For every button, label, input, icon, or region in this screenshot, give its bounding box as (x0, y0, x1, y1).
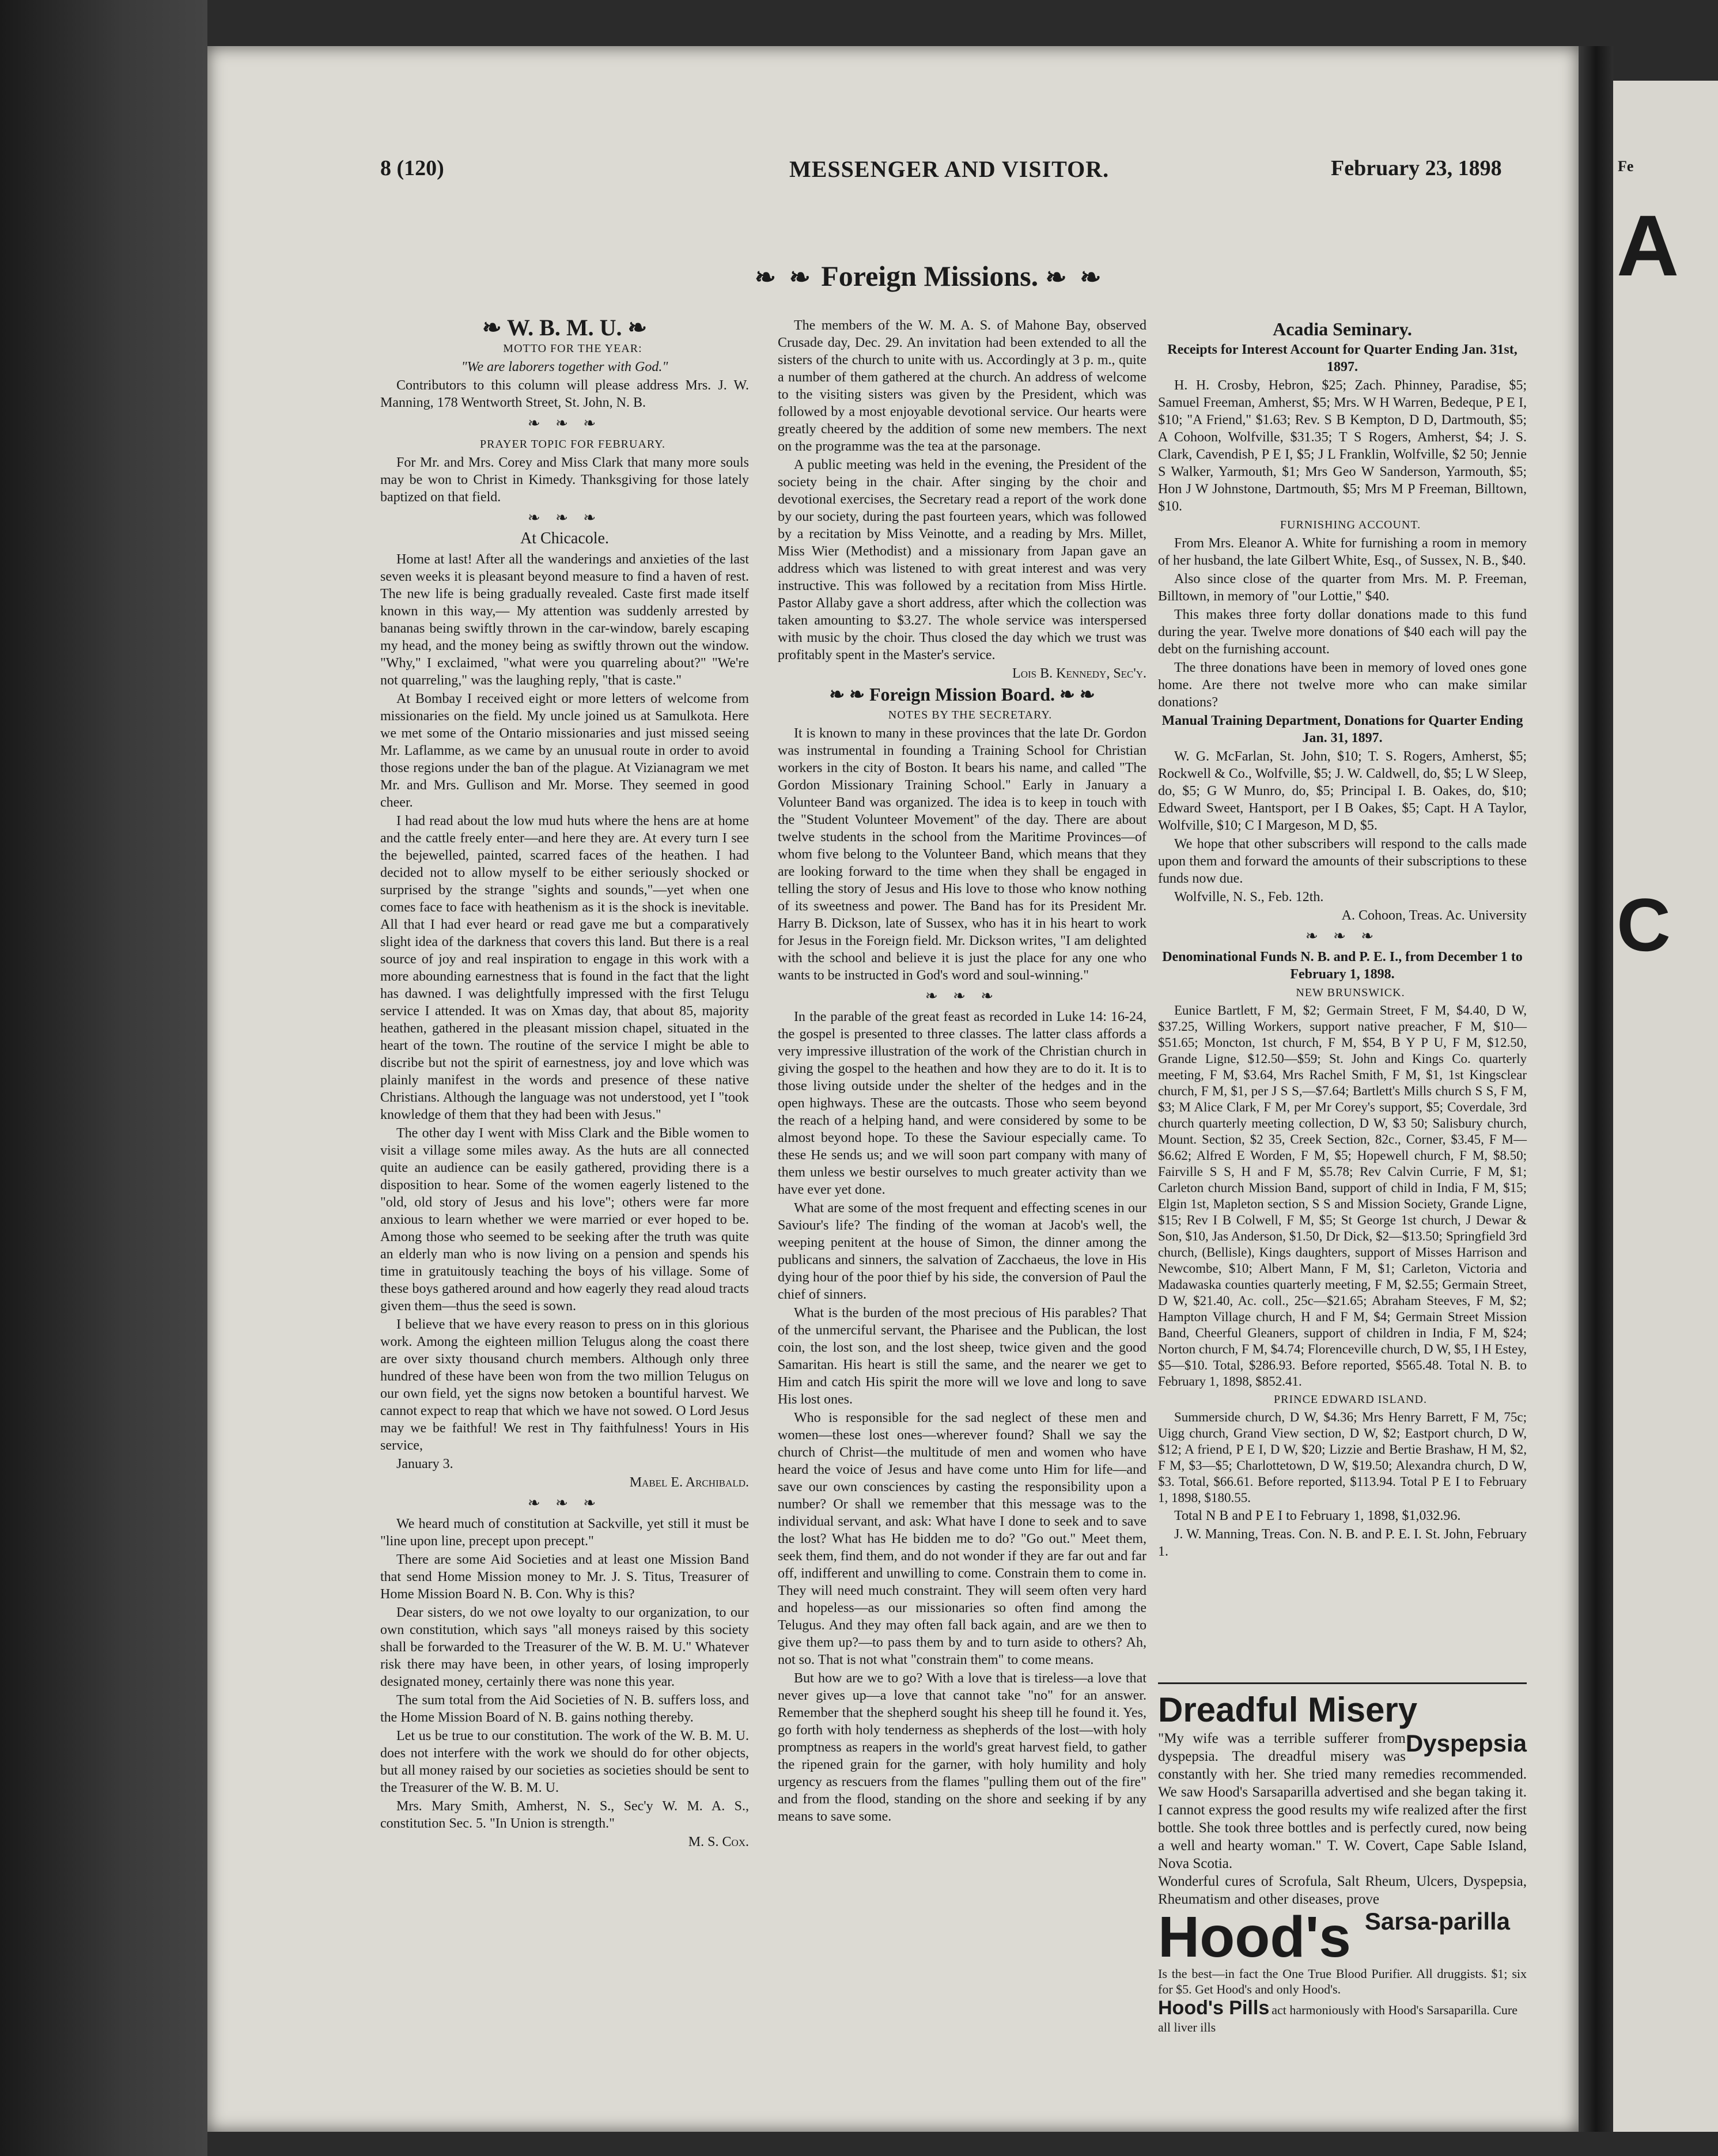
paragraph: Dear sisters, do we not owe loyalty to our organization, to our own constitution, which says "all moneys raised by this society shall be forwarded to the Treasurer of the W. B. M. U." Whatever risk there may have been, in other years, of losing improperly designated money, certainly there was none this year. (380, 1605, 749, 1689)
ad-pills-line (1158, 1997, 1527, 2035)
ad-title: Dreadful Misery (1158, 1690, 1418, 1729)
receipts-heading: Receipts for Interest Account for Quarter Ending Jan. 31st, 1897. (1167, 342, 1518, 375)
paragraph: In the parable of the great feast as recorded in Luke 14: 16-24, the gospel is presented to three classes. The latter class affords a very impressive illustration of the work of the Christian church in giving the gospel to the heathen and how they are to do it. It is to those living outside under the shelter of the hedges and in the open highways. These are the outcasts. Those who seem beyond the reach of a helping hand, and were considered by some to be almost beyond hope. To these the Saviour especially came. To these He sends us; and we will soon part company with many of them unless we bestir ourselves to much greater activity than we have ever yet done. (778, 1009, 1146, 1197)
grand-total: Total N B and P E I to February 1, 1898, $1,032.96. (1174, 1508, 1461, 1523)
paragraph: Who is responsible for the sad neglect of these men and women—these lost ones—wherever found? Shall we say the church of Christ—the multitude of men and women who have heard the voice of Jesus and have come unto Him for life—and save our own consciences by casting the responsibility upon a number? Or shall we remember that this message was to the individual servant, and ask: What have I done to seek and to save the lost? What has He bidden me to do? "Go out." Meet them, seek them, find them, and do not wonder if they are far out and far off, indifferent and unwilling to come. Constrain them to come in. They will need much constraint. They will seem often very hard and hopeless—as our missionaries so often find among the Telugus. And they may often fall back again, and are we then to give them up?—to pass them by and to turn aside to others? Ah, not so. That is not what "constrain them" to come means. (778, 1410, 1146, 1667)
paragraph: From Mrs. Eleanor A. White for furnishing a room in memory of her husband, the late Gilbert White, Esq., of Sussex, N. B., $40. (1158, 536, 1527, 568)
section-title: Foreign Missions. (821, 260, 1039, 292)
new-brunswick-list: Eunice Bartlett, F M, $2; Germain Street, F M, $4.40, D W, $37.25, Willing Workers, support native preacher, F M, $10—$51.65; Moncton, 1st church, F M, $54, B Y P U, F M, $12.50, Grande Ligne, $12.50—$59; St. John and Kings Co. quarterly meeting, F M, $3.64, Mrs Rachel Smith, F M, $1, 1st Kingsclear church, F M, $1, per J S S,—$7.64; Bartlett's Mills church S S, F M, $3; M Alice Clark, F M, per Mr Corey's support, $5; Coverdale, 3rd church quarterly meeting collection, D W, $3 50; Salisbury church, Mount. Section, $2 35, Creek Section, 82c., Corner, $3.45, F M—$6.62; Alfred E Worden, F M, $5; Hopewell church, F M, $8.50; Fairville S S, H and F M, $5.78; Rev Calvin Currie, F M, $1; Carleton church Mission Band, support of child in India, F M, $15; Elgin 1st, Mapleton section, S S and Mission Society, Grande Ligne, $15; Rev I B Colwell, F M, $5; St George 1st church, J Dewar & Son, $10, Jas Anderson, $1.50, Dr Dick, $2—$13.50; Springfield 3rd church, (Bellisle), Kings daughters, support of Misses Harrison and Newcombe, $10; Albert Mann, F M, $1; Carleton, Victoria and Madawaska counties quarterly meeting, F M, $2.55; Germain Street, D W, $21.40, Ac. coll., 25c—$21.65; Abraham Steeves, F M, $2; Hampton Village church, H and F M, $4; Germain Street Mission Band, Cheerful Gleaners, support of children in India, F M, $24; Norton church, F M, $4.74; Florenceville church, D W, $5, I H Estey, $5—$10. Total, $286.93. Before reported, $565.48. Total N. B. to February 1, 1898, $852.41. (1158, 1003, 1527, 1389)
treasurer-signature: J. W. Manning, Treas. Con. N. B. and P. E. I. St. John, February 1. (1158, 1527, 1527, 1559)
adjacent-big-letter: A (1617, 197, 1679, 294)
paragraph: We hope that other subscribers will respond to the calls made upon them and forward the amounts of their subscriptions to these funds now due. (1158, 837, 1527, 886)
signature: A. Cohoon, Treas. Ac. University (1341, 908, 1527, 923)
ad-subtitle: Dyspepsia (1405, 1730, 1527, 1757)
pei-list: Summerside church, D W, $4.36; Mrs Henry Barrett, F M, 75c; Uigg church, Grand View section, D W, $2; Eastport church, D W, $12; A friend, P E I, D W, $20; Lizzie and Bertie Brashaw, H M, $2, F M, $3—$5; Charlottetown, D W, $19.50; Alexandra church, D W, $3. Total, $66.61. Before reported, $113.94. Total P E I to February 1, 1898, $180.55. (1158, 1410, 1527, 1505)
publication-title: MESSENGER AND VISITOR. (789, 156, 1110, 182)
paragraph: What are some of the most frequent and effecting scenes in our Saviour's life? The finding of the woman at Jacob's well, the weeping penitent at the house of Simon, the dinner among the publicans and sinners, the salvation of Zacchaeus, the love in His dying hour of the poor thief by his side, the conversion of Paul the chief of sinners. (778, 1201, 1146, 1302)
book-binding (1579, 46, 1613, 2132)
paragraph: The members of the W. M. A. S. of Mahone Bay, observed Crusade day, Dec. 29. An invitation had been extended to all the sisters of the church to unite with us. Accordingly at 3 p. m., quite a number of them gathered at the church. An address of welcome to the visiting sisters was given by the President, which was followed by a most enjoyable devotional service. Our hearts were greatly cheered by the addition of some new members. The next on the programme was the tea at the parsonage. (778, 318, 1146, 454)
paragraph: There are some Aid Societies and at least one Mission Band that send Home Mission money to Mr. J. S. Titus, Treasurer of Home Mission Board N. B. Con. Why is this? (380, 1552, 749, 1602)
fleuron-icon: ❧ ❧ (1055, 684, 1095, 705)
ad-claims: Wonderful cures of Scrofula, Salt Rheum, Ulcers, Dyspepsia, Rheumatism and other diseases, prove (1158, 1874, 1527, 1907)
adjacent-header-fragment: Fe (1618, 158, 1634, 175)
letter-date: January 3. (396, 1457, 453, 1472)
adjacent-big-letter: C (1617, 883, 1671, 967)
column-acadia (1158, 317, 1527, 1561)
column-wbmu (380, 317, 749, 1852)
page-number: 8 (120) (380, 156, 444, 180)
paragraph: At Bombay I received eight or more letters of welcome from missionaries on the field. My uncle joined us at Samulkota. Here we met some of the Ontario missionaries and just missed seeing Mr. Laflamme, as we came by an unusual route in order to avoid those regions under the ban of the plague. At Vizianagram we met Mr. and Mrs. Gullison and Mr. Morse. They seemed in good cheer. (380, 691, 749, 810)
receipts-list: H. H. Crosby, Hebron, $25; Zach. Phinney, Paradise, $5; Samuel Freeman, Amherst, $5; Mrs. W H Warren, Bedeque, P E I, $10; "A Friend," $1.63; Rev. S B Kempton, D D, Dartmouth, $5; A Cohoon, Wolfville, $31.35; T S Rogers, Amherst, $4; J. S. Clark, Cavendish, P E I, $5; J L Franklin, Wolfville, $2 50; Jennie S Walker, Yarmouth, $1; Mrs Geo W Sanderson, Yarmouth, $5; Hon J W Johnstone, Dartmouth, $5; Mrs M P Freeman, Billtown, $10. (1158, 378, 1527, 514)
motto-label: MOTTO FOR THE YEAR: (503, 342, 642, 355)
acadia-heading: Acadia Seminary. (1273, 319, 1412, 339)
paragraph: The other day I went with Miss Clark and the Bible women to visit a village some miles away. As the huts are all connected quite an audience can be easily gathered, providing there is a disposition to hear. Some of the women eagerly listened to the "old, old story of Jesus and his love"; others were far more anxious to learn whether we were married or ever hoped to be. Among those who seemed to be seeking after the truth was quite an elderly man who is now living on a pension and spends his time in gratuitously teaching the boys of his village. Some of these boys gathered around and how eagerly they read aloud tracts given them—thus the seed is sown. (380, 1126, 749, 1314)
chicacole-heading: At Chicacole. (520, 529, 609, 547)
page-header (207, 156, 1579, 190)
paragraph: Home at last! After all the wanderings and anxieties of the last seven weeks it is pleasant beyond measure to find a haven of rest. The new life is being gradually revealed. Caste first made itself known in this way,— My attention was suddenly arrested by bananas being swiftly thrown in the car-window, barely escaping my head, and the money being as swiftly thrown out the window. "Why," I exclaimed, "what were you quarreling about?" "We're not quarreling," was the laughing reply, "that is caste." (380, 552, 749, 688)
separator-icon: ❧ ❧ ❧ (1305, 928, 1380, 944)
hoods-advertisement (1158, 1682, 1527, 2035)
ad-pills-text: act harmoniously with Hood's Sarsaparilla. Cure all liver ills (1158, 2003, 1518, 2034)
board-subheading: NOTES BY THE SECRETARY. (888, 709, 1053, 721)
pei-heading: PRINCE EDWARD ISLAND. (1274, 1393, 1427, 1406)
denominational-funds-heading: Denominational Funds N. B. and P. E. I., from December 1 to February 1, 1898. (1162, 950, 1523, 982)
paragraph: I had read about the low mud huts where the hens are at home and the cattle freely enter—and here they are. At every turn I see the bejewelled, painted, scarred faces of the heathen. I had decided not to allow myself to be either seriously shocked or surprised by the strange "sights and sounds,"—yet when one comes face to face with heathenism as it is the shock is inevitable. All that I had ever heard or read gave me but a comparatively slight idea of the darkness that covers this land. But there is a real source of joy and real inspiration to engage in this work with a more abounding earnestness that is found in the fact that the light has dawned. I was delightfully impressed with the first Telugu service I attended. It was on Xmas day, that about 85, majority heathen, gathered in the pleasant mission chapel, situated in the heart of the town. The routine of the service I might be able to discribe but not the spirit of earnestness, joy and love which was plainly manifest in the words and presence of these native Christians. Although the language was not understood, yet I "took knowledge of them that they had been with Jesus." (380, 814, 749, 1122)
ad-brand: Hood's (1158, 1905, 1351, 1969)
dark-background-left (0, 0, 207, 2156)
separator-icon: ❧ ❧ ❧ (527, 509, 602, 526)
issue-date: February 23, 1898 (1331, 156, 1502, 180)
paragraph: Let us be true to our constitution. The work of the W. B. M. U. does not interfere with the work we should do for other objects, but all money raised by our societies as societies should be sent to the Treasurer of the W. B. M. U. (380, 1728, 749, 1795)
ad-testimonial: "My wife was a terrible sufferer from dyspepsia. The dreadful misery was constantly with her. She tried many remedies recommended. We saw Hood's Sarsaparilla advertised and she began taking it. I cannot express the good results my wife realized after the first bottle. She took three bottles and is perfectly cured, now being a well and hearty woman." T. W. Covert, Cape Sable Island, Nova Scotia. (1158, 1731, 1527, 1871)
paragraph: We heard much of constitution at Sackville, yet still it must be "line upon line, precept upon precept." (380, 1516, 749, 1549)
newspaper-page (207, 46, 1579, 2132)
signature: Lois B. Kennedy, Sec'y. (1012, 666, 1146, 681)
section-title-block (755, 259, 1104, 293)
manual-training-list: W. G. McFarlan, St. John, $10; T. S. Rogers, Amherst, $5; Rockwell & Co., Wolfville, $5; J. W. Caldwell, do, $5; L W Sleep, do, $5; G W Munro, do, $5; Principal I. B. Oakes, do, $10; Edward Sweet, Hantsport, per I B Oakes, $5; Capt. H A Taylor, Wolfville, $10; C I Margeson, M D, $5. (1158, 749, 1527, 833)
prayer-topic-heading: PRAYER TOPIC FOR FEBRUARY. (479, 438, 666, 451)
paragraph: It is known to many in these provinces that the late Dr. Gordon was instrumental in founding a Training School for Christian workers in the city of Boston. It bears his name, and called "The Gordon Missionary Training School." Early in January a Volunteer Band was organized. The idea is to keep in touch with the "Student Volunteer Movement" of the day. There are about twelve students in the school from the Maritime Provinces—of whom five belong to the Volunteer Band, which means that they are looking forward to the time when they shall be engaged in telling the story of Jesus and His love to those who know nothing of its sweetness and power. The Band has for its President Mr. Harry B. Dickson, late of Sussex, who has it in his heart to work for Jesus in the Foreign field. Mr. Dickson writes, "I am delighted with the school and believe it is just the place for any one who wants to be instructed in God's word and soul-winning." (778, 726, 1146, 983)
signature: M. S. Cox. (688, 1835, 749, 1849)
fleuron-icon: ❧ ❧ (1045, 263, 1105, 292)
new-brunswick-heading: NEW BRUNSWICK. (1296, 986, 1405, 999)
separator-icon: ❧ ❧ ❧ (527, 415, 602, 432)
ad-pills: Hood's Pills (1158, 1997, 1270, 2019)
ad-purifier-text: Is the best—in fact the One True Blood Purifier. All druggists. $1; six for $5. Get Hood's and only Hood's. (1158, 1966, 1527, 1996)
paragraph: The sum total from the Aid Societies of N. B. suffers loss, and the Home Mission Board of N. B. gains nothing thereby. (380, 1693, 749, 1725)
paragraph: Also since close of the quarter from Mrs. M. P. Freeman, Billtown, in memory of "our Lottie," $40. (1158, 572, 1527, 604)
paragraph: This makes three forty dollar donations made to this fund during the year. Twelve more donations of $40 each will pay the debt on the furnishing account. (1158, 607, 1527, 657)
paragraph: I believe that we have every reason to press on in this glorious work. Among the eighteen million Telugus along the coast there are over sixty thousand church members. Although only three hundred of these have been won from the two million Telugus on our own field, yet the signs now betoken a bountiful harvest. We cannot expect to reap that which we have not sowed. O Lord Jesus may we be faithful! We rest in Thy faithfulness! Yours in His service, (380, 1317, 749, 1453)
paragraph: Mrs. Mary Smith, Amherst, N. S., Sec'y W. M. A. S., constitution Sec. 5. "In Union is strength." (380, 1799, 749, 1831)
fleuron-icon: ❧ (482, 315, 507, 341)
paragraph: What is the burden of the most precious of His parables? That of the unmerciful servant, the Pharisee and the Publican, the lost coin, the lost son, and the lost sheep, twice given and the good Samaritan. His heart is still the same, and the nearer we get to Him and catch His spirit the more will we love and long to save His lost ones. (778, 1306, 1146, 1407)
ad-brand-sub: Sarsa-parilla (1364, 1908, 1511, 1935)
signature-place: Wolfville, N. S., Feb. 12th. (1174, 890, 1324, 905)
signature: Mabel E. Archibald. (629, 1475, 749, 1490)
ad-brand-block (1158, 1905, 1527, 1969)
paragraph: But how are we to go? With a love that is tireless—a love that never gives up—a love that cannot take "no" for an answer. Remember that the shepherd sought his sheep till he found it. Yes, go forth with holy tenderness as shepherds of the lost—with holy promptness as reapers in the world's great harvest field, to gather the ripened grain for the garner, with holy humility and holy urgency as rescuers from the flames "pulling them out of the fire" and from the flood, standing on the shore and seeking if by any means to save some. (778, 1671, 1146, 1824)
contributors-note: Contributors to this column will please address Mrs. J. W. Manning, 178 Wentworth Street, St. John, N. B. (380, 378, 749, 410)
fleuron-icon: ❧ ❧ (755, 263, 814, 292)
wbmu-heading: ❧ W. B. M. U. ❧ (482, 315, 647, 341)
paragraph: The three donations have been in memory of loved ones gone home. Are there not twelve more who can make similar donations? (1158, 660, 1527, 710)
fleuron-icon: ❧ (622, 315, 647, 341)
separator-icon: ❧ ❧ ❧ (925, 988, 1000, 1004)
separator-icon: ❧ ❧ ❧ (527, 1495, 602, 1511)
fleuron-icon: ❧ ❧ (829, 684, 869, 705)
furnishing-heading: FURNISHING ACCOUNT. (1280, 519, 1421, 531)
foreign-mission-board-heading: ❧ ❧ Foreign Mission Board. ❧ ❧ (829, 684, 1095, 705)
adjacent-page-fragment (1613, 81, 1718, 2132)
motto: "We are laborers together with God." (461, 360, 668, 375)
column-mission-board (778, 317, 1146, 1826)
manual-training-heading: Manual Training Department, Donations for Quarter Ending Jan. 31, 1897. (1161, 713, 1523, 746)
prayer-topic: For Mr. and Mrs. Corey and Miss Clark that many more souls may be won to Christ in Kimedy. Thanksgiving for those lately baptized on that field. (380, 455, 749, 505)
paragraph: A public meeting was held in the evening, the President of the society being in the chair. After singing by the choir and devotional exercises, the Secretary read a report of the work done by our society, during the past fourteen years, which was followed by a recitation by Miss Veinotte, and a reading by Mrs. Millet, Miss Wier (Methodist) and a missionary from Japan gave an address which was listened to with great interest and was very instructive. This was followed by a recitation from Miss Hirtle. Pastor Allaby gave a short address, after which the collection was taken amounting to $3.27. The whole service was interspersed with music by the choir. Thus closed the day which we trust was profitably spent in the Master's service. (778, 457, 1146, 663)
